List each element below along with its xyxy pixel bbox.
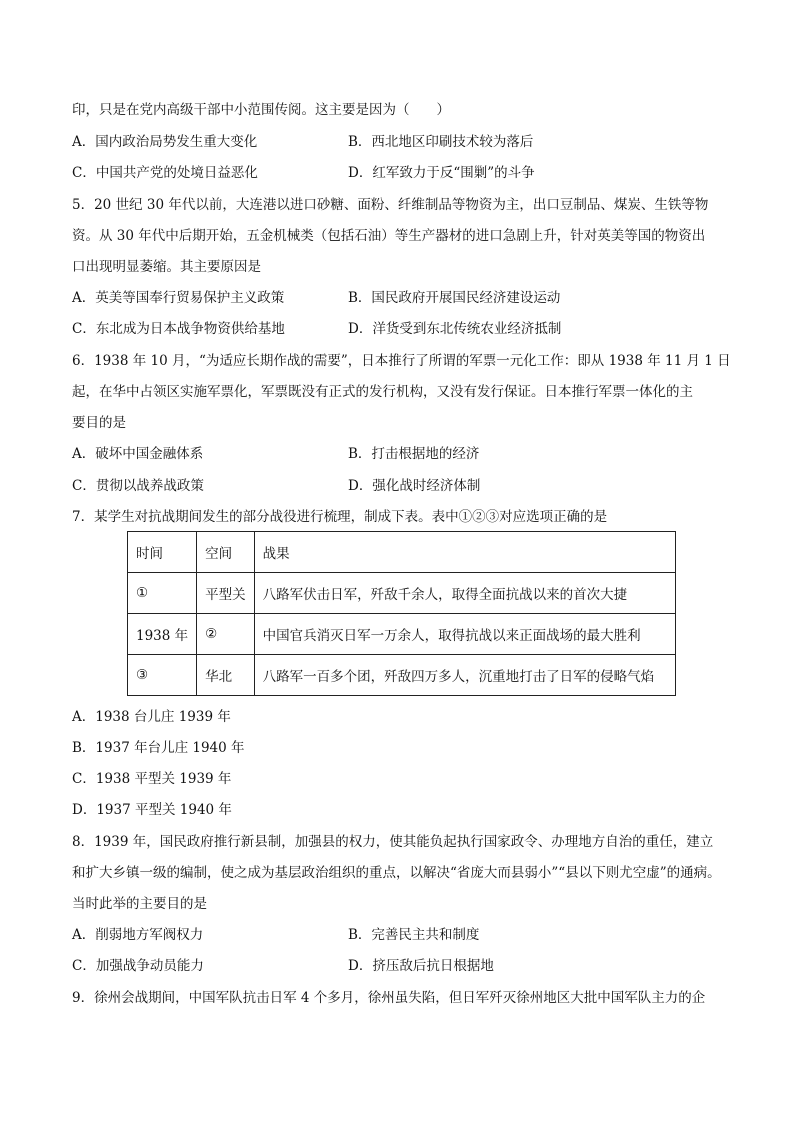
q7-option-a: A．1938 台儿庄 1939 年 xyxy=(72,709,231,725)
q6-stem-line-1: 6．1938 年 10 月，“为适应长期作战的需要”，日本推行了所谓的军票一元化工作：即从 1938 年 11 月 1 日 xyxy=(72,353,731,369)
table-header-result: 战果 xyxy=(254,532,675,573)
table-row xyxy=(128,655,676,696)
q7-option-b: B．1937 年台儿庄 1940 年 xyxy=(72,740,245,756)
q4-stem: 印，只是在党内高级干部中小范围传阅。这主要是因为（ ） xyxy=(72,102,450,118)
table-cell: 平型关 xyxy=(197,573,255,614)
q9-stem: 9．徐州会战期间，中国军队抗击日军 4 个多月，徐州虽失陷，但日军歼灭徐州地区大批中国军队主力的企 xyxy=(72,990,706,1006)
q4-option-d: D．红军致力于反“围剿”的斗争 xyxy=(348,165,535,181)
table-row xyxy=(128,614,676,655)
battle-table xyxy=(127,531,676,696)
q6-option-a: A．破坏中国金融体系 xyxy=(72,446,204,462)
q8-option-a: A．削弱地方军阀权力 xyxy=(72,927,204,943)
table-header-row xyxy=(128,532,676,573)
table-cell: 中国官兵消灭日军一万余人，取得抗战以来正面战场的最大胜利 xyxy=(254,614,675,655)
table-cell: 八路军一百多个团，歼敌四万多人，沉重地打击了日军的侵略气焰 xyxy=(254,655,675,696)
q4-option-c: C．中国共产党的处境日益恶化 xyxy=(72,165,258,181)
q8-option-d: D．挤压敌后抗日根据地 xyxy=(348,958,494,974)
q8-option-c: C．加强战争动员能力 xyxy=(72,958,204,974)
q6-option-b: B．打击根据地的经济 xyxy=(348,446,480,462)
table-cell: ③ xyxy=(128,655,197,696)
q6-option-c: C．贯彻以战养战政策 xyxy=(72,478,204,494)
q6-option-d: D．强化战时经济体制 xyxy=(348,478,481,494)
q5-stem-line-2: 资。从 30 年代中后期开始，五金机械类（包括石油）等生产器材的进口急剧上升，针对英美等国的物资出 xyxy=(72,228,706,244)
table-cell: 八路军伏击日军，歼敌千余人，取得全面抗战以来的首次大捷 xyxy=(254,573,675,614)
q8-stem-line-3: 当时此举的主要目的是 xyxy=(72,896,207,912)
q5-option-a: A．英美等国奉行贸易保护主义政策 xyxy=(72,290,285,306)
q7-stem: 7．某学生对抗战期间发生的部分战役进行梳理，制成下表。表中①②③对应选项正确的是 xyxy=(72,509,608,525)
q8-stem-line-2: 和扩大乡镇一级的编制，使之成为基层政治组织的重点，以解决“省庞大而县弱小”“县以下则尤空虚”的通病。 xyxy=(72,865,721,881)
q4-option-a: A．国内政治局势发生重大变化 xyxy=(72,134,258,150)
q5-stem-line-3: 口出现明显萎缩。其主要原因是 xyxy=(72,259,261,275)
table-cell: 华北 xyxy=(197,655,255,696)
table-row xyxy=(128,573,676,614)
q5-option-c: C．东北成为日本战争物资供给基地 xyxy=(72,321,285,337)
q5-option-b: B．国民政府开展国民经济建设运动 xyxy=(348,290,561,306)
table-header-time: 时间 xyxy=(128,532,197,573)
table-cell: 1938 年 xyxy=(128,614,197,655)
q8-option-b: B．完善民主共和制度 xyxy=(348,927,480,943)
q5-option-d: D．洋货受到东北传统农业经济抵制 xyxy=(348,321,562,337)
q5-stem-line-1: 5．20 世纪 30 年代以前，大连港以进口砂糖、面粉、纤维制品等物资为主，出口豆制品、煤炭、生铁等物 xyxy=(72,197,709,213)
q8-stem-line-1: 8．1939 年，国民政府推行新县制，加强县的权力，使其能负起执行国家政令、办理地方自治的重任，建立 xyxy=(72,834,714,850)
table-cell: ② xyxy=(197,614,255,655)
q6-stem-line-2: 起，在华中占领区实施军票化，军票既没有正式的发行机构，又没有发行保证。日本推行军票一体化的主 xyxy=(72,384,693,400)
q7-option-c: C．1938 平型关 1939 年 xyxy=(72,771,232,787)
q4-option-b: B．西北地区印刷技术较为落后 xyxy=(348,134,534,150)
q6-stem-line-3: 要目的是 xyxy=(72,415,126,431)
q7-option-d: D．1937 平型关 1940 年 xyxy=(72,802,232,818)
table-header-place: 空间 xyxy=(197,532,255,573)
table-cell: ① xyxy=(128,573,197,614)
